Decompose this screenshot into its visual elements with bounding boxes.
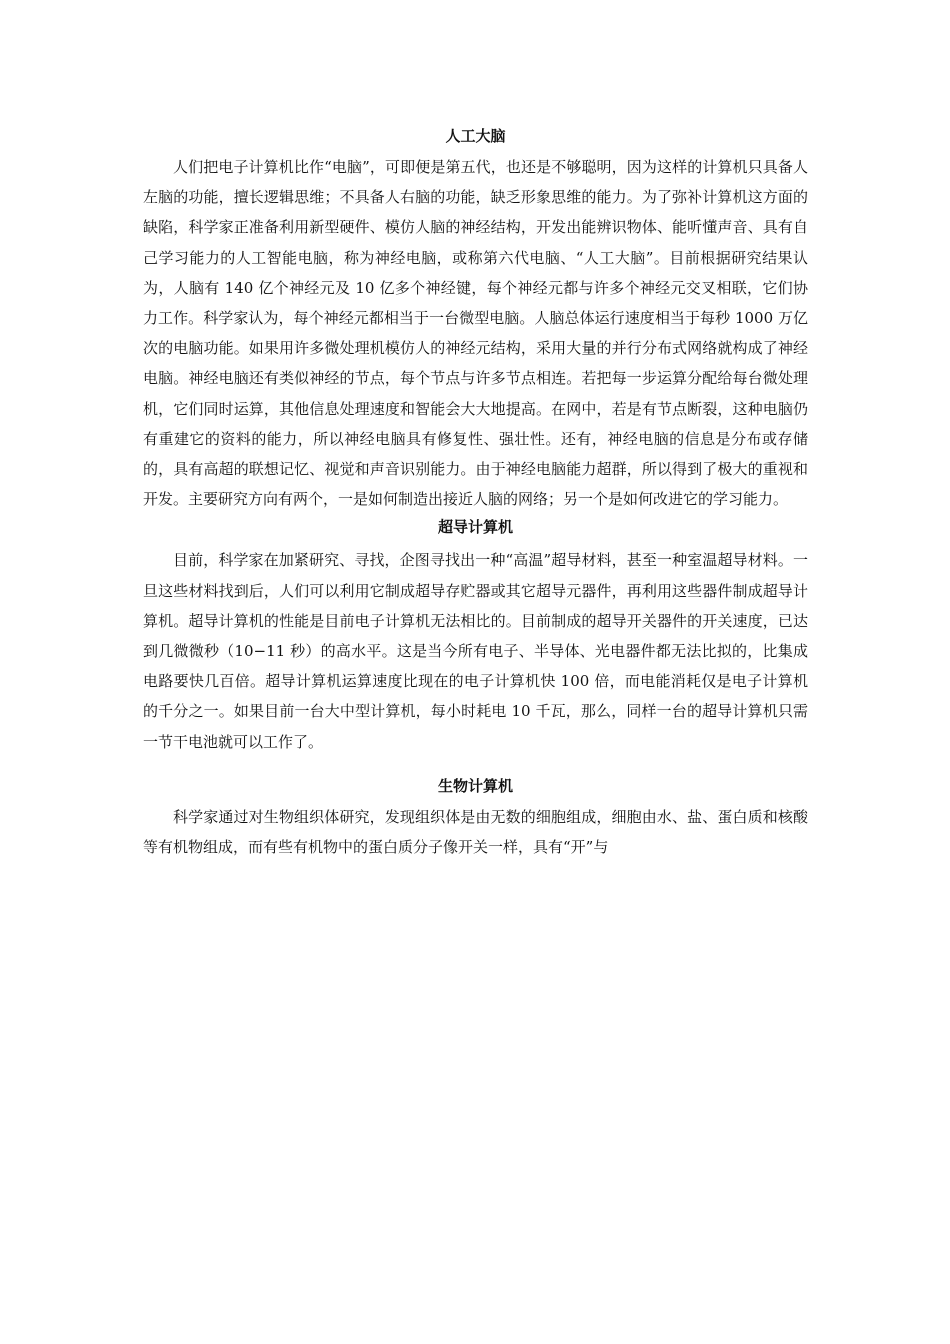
section-paragraph-biological-computer: 科学家通过对生物组织体研究，发现组织体是由无数的细胞组成，细胞由水、盐、蛋白质和核酸等有机物组成，而有些有机物中的蛋白质分子像开关一样，具有“开”与	[143, 807, 808, 857]
section-paragraph-artificial-brain: 人们把电子计算机比作“电脑”，可即便是第五代，也还是不够聪明，因为这样的计算机只具备人左脑的功能，擅长逻辑思维；不具备人右脑的功能，缺乏形象思维的能力。为了弥补计算机这方面的缺陷，科学家正准备利用新型硬件、模仿人脑的神经结构，开发出能辨识物体、能听懂声音、具有自己学习能力的人工智能电脑，称为神经电脑，或称第六代电脑、“人工大脑”。目前根据研究结果认为，人脑有 140 亿个神经元及 10 亿多个神经键，每个神经元都与许多个神经元交叉相联，它们协力工作。科学家认为，每个神经元都相当于一台微型电脑。人脑总体运行速度相当于每秒 1000 万亿次的电脑功能。如果用许多微处理机模仿人的神经元结构，采用大量的并行分布式网络就构成了神经电脑。神经电脑还有类似神经的节点，每个节点与许多节点相连。若把每一步运算分配给每台微处理机，它们同时运算，其他信息处理速度和智能会大大地提高。在网中，若是有节点断裂，这种电脑仍有重建它的资料的能力，所以神经电脑具有修复性、强壮性。还有，神经电脑的信息是分布或存储的，具有高超的联想记忆、视觉和声音识别能力。由于神经电脑能力超群，所以得到了极大的重视和开发。主要研究方向有两个，一是如何制造出接近人脑的网络；另一个是如何改进它的学习能力。	[143, 158, 808, 509]
section-paragraph-superconducting-computer: 目前，科学家在加紧研究、寻找，企图寻找出一种“高温”超导材料，甚至一种室温超导材料。一旦这些材料找到后，人们可以利用它制成超导存贮器或其它超导元器件，再利用这些器件制成超导计算机。超导计算机的性能是目前电子计算机无法相比的。目前制成的超导开关器件的开关速度，已达到几微微秒（10−11 秒）的高水平。这是当今所有电子、半导体、光电器件都无法比拟的，比集成电路要快几百倍。超导计算机运算速度比现在的电子计算机快 100 倍，而电能消耗仅是电子计算机的千分之一。如果目前一台大中型计算机，每小时耗电 10 千瓦，那么，同样一台的超导计算机只需一节干电池就可以工作了。	[143, 551, 808, 751]
section-title-superconducting-computer: 超导计算机	[437, 518, 513, 537]
section-title-artificial-brain: 人工大脑	[445, 127, 506, 145]
section-title-biological-computer: 生物计算机	[437, 776, 513, 795]
document-body	[143, 122, 808, 862]
